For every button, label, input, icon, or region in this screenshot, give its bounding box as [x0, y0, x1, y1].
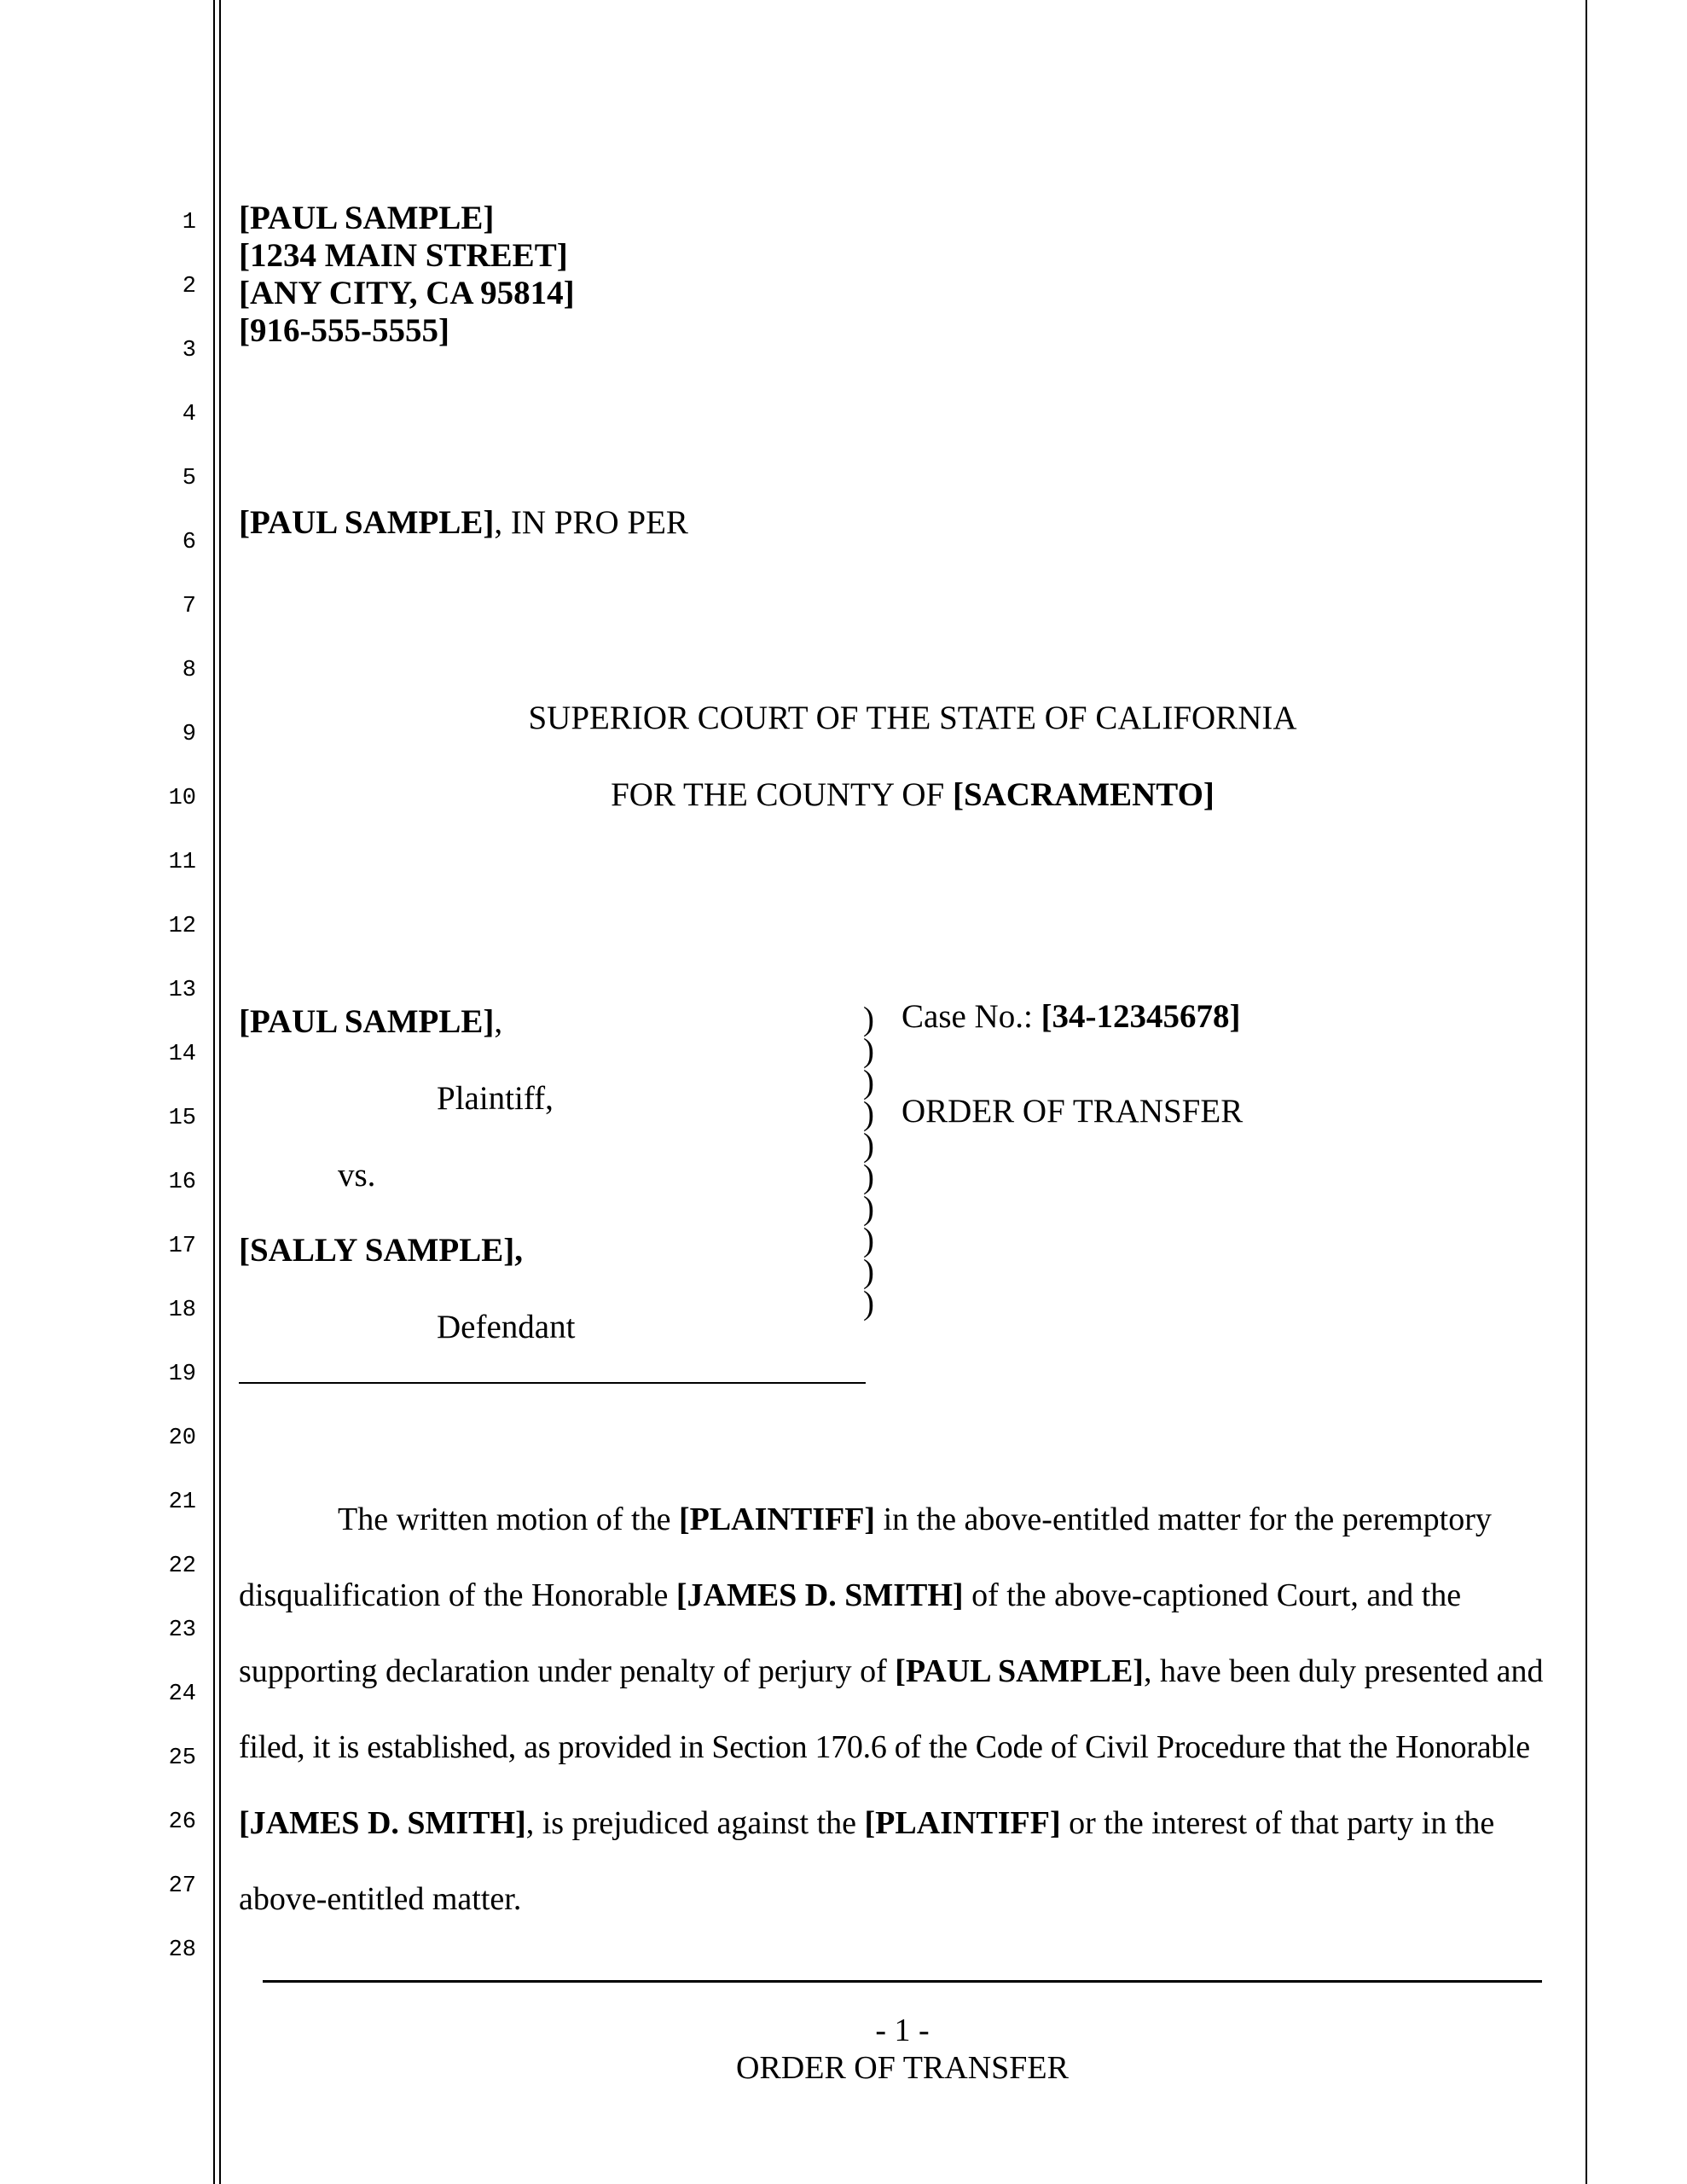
line-number: 22: [168, 1554, 196, 1579]
defendant-label: Defendant: [437, 1309, 576, 1345]
paren: ): [863, 1253, 874, 1290]
line-number: 13: [168, 978, 196, 1003]
body-text: of the above-captioned Court, and the: [963, 1577, 1462, 1613]
line-number: 17: [168, 1234, 196, 1259]
line-number: 11: [168, 850, 196, 875]
attorney-name: [PAUL SAMPLE]: [239, 200, 495, 236]
body-line-1: [338, 1500, 1492, 1539]
judge-placeholder: [JAMES D. SMITH]: [675, 1577, 964, 1613]
right-margin-rule: [1586, 0, 1587, 2184]
line-number: 10: [168, 786, 196, 811]
attorney-phone: [916-555-5555]: [239, 312, 449, 349]
party-placeholder: [PLAINTIFF]: [864, 1805, 1061, 1841]
line-number: 26: [168, 1809, 196, 1835]
court-county-line: [239, 775, 1586, 815]
line-number: 25: [168, 1745, 196, 1771]
case-number-label: Case No.:: [901, 998, 1041, 1035]
paren: ): [863, 1190, 874, 1227]
paren: ): [863, 1001, 874, 1037]
judge-placeholder: [JAMES D. SMITH]: [239, 1805, 526, 1841]
footer-title: ORDER OF TRANSFER: [736, 2050, 1069, 2086]
caption-underline: [239, 1382, 866, 1384]
line-number: 23: [168, 1618, 196, 1643]
case-number: [34-12345678]: [1041, 998, 1241, 1035]
line-number: 1: [182, 210, 196, 235]
pro-per-suffix: , IN PRO PER: [494, 504, 688, 541]
county-name: [SACRAMENTO]: [952, 776, 1215, 813]
left-margin-rule-1: [213, 0, 215, 2184]
line-number: 9: [182, 722, 196, 747]
line-number: 27: [168, 1873, 196, 1899]
line-number: 12: [168, 914, 196, 939]
line-number: 19: [168, 1362, 196, 1387]
paren: ): [863, 1064, 874, 1101]
paren: ): [863, 1159, 874, 1195]
paren: ): [863, 1095, 874, 1132]
attorney-street: [1234 MAIN STREET]: [239, 237, 568, 274]
pro-per-name: [PAUL SAMPLE]: [239, 504, 495, 541]
document-title: ORDER OF TRANSFER: [901, 1093, 1244, 1130]
line-number: 7: [182, 594, 196, 619]
line-number: 16: [168, 1170, 196, 1195]
plaintiff-line: [239, 1002, 502, 1042]
body-line-6: above-entitled matter.: [239, 1881, 522, 1917]
line-number: 15: [168, 1106, 196, 1131]
body-text: , have been duly presented and: [1143, 1653, 1544, 1689]
footer-rule: [263, 1980, 1542, 1983]
plaintiff-label: Plaintiff,: [437, 1080, 554, 1117]
party-placeholder: [PLAINTIFF]: [678, 1502, 876, 1537]
case-number-line: [901, 997, 1241, 1037]
body-text: supporting declaration under penalty of perjury of: [239, 1653, 896, 1689]
body-line-3: [239, 1652, 1543, 1691]
line-number: 8: [182, 658, 196, 683]
body-text: in the above-entitled matter for the peremptory: [875, 1502, 1492, 1537]
court-name: SUPERIOR COURT OF THE STATE OF CALIFORNIA: [528, 700, 1297, 736]
line-number: 18: [168, 1298, 196, 1323]
body-line-2: [239, 1576, 1461, 1615]
body-line-5: [239, 1804, 1494, 1843]
line-number: 21: [168, 1490, 196, 1515]
paren: ): [863, 1127, 874, 1164]
body-text: disqualification of the Honorable: [239, 1577, 676, 1613]
attorney-city: [ANY CITY, CA 95814]: [239, 275, 575, 311]
line-number: 4: [182, 402, 196, 427]
plaintiff-comma: ,: [494, 1003, 503, 1040]
line-number: 24: [168, 1682, 196, 1707]
county-prefix: FOR THE COUNTY OF: [611, 776, 953, 813]
line-number: 28: [168, 1937, 196, 1963]
paren: ): [863, 1285, 874, 1321]
versus: vs.: [338, 1157, 376, 1194]
line-number: 3: [182, 338, 196, 363]
body-text: or the interest of that party in the: [1060, 1805, 1495, 1841]
line-number: 2: [182, 274, 196, 299]
left-margin-rule-2: [219, 0, 221, 2184]
line-number: 6: [182, 530, 196, 555]
paren: ): [863, 1222, 874, 1258]
defendant-name: [SALLY SAMPLE],: [239, 1232, 524, 1269]
paren: ): [863, 1032, 874, 1069]
pro-per-line: [239, 503, 688, 543]
plaintiff-name: [PAUL SAMPLE]: [239, 1003, 495, 1040]
body-text: The written motion of the: [338, 1502, 679, 1537]
line-number: 20: [168, 1426, 196, 1451]
declarant-placeholder: [PAUL SAMPLE]: [895, 1653, 1144, 1689]
body-line-4: filed, it is established, as provided in Section 170.6 of the Code of Civil Procedure that the Honorable: [239, 1729, 1530, 1765]
body-text: , is prejudiced against the: [525, 1805, 865, 1841]
line-number: 5: [182, 466, 196, 491]
page-number: - 1 -: [875, 2013, 930, 2048]
line-number: 14: [168, 1042, 196, 1067]
